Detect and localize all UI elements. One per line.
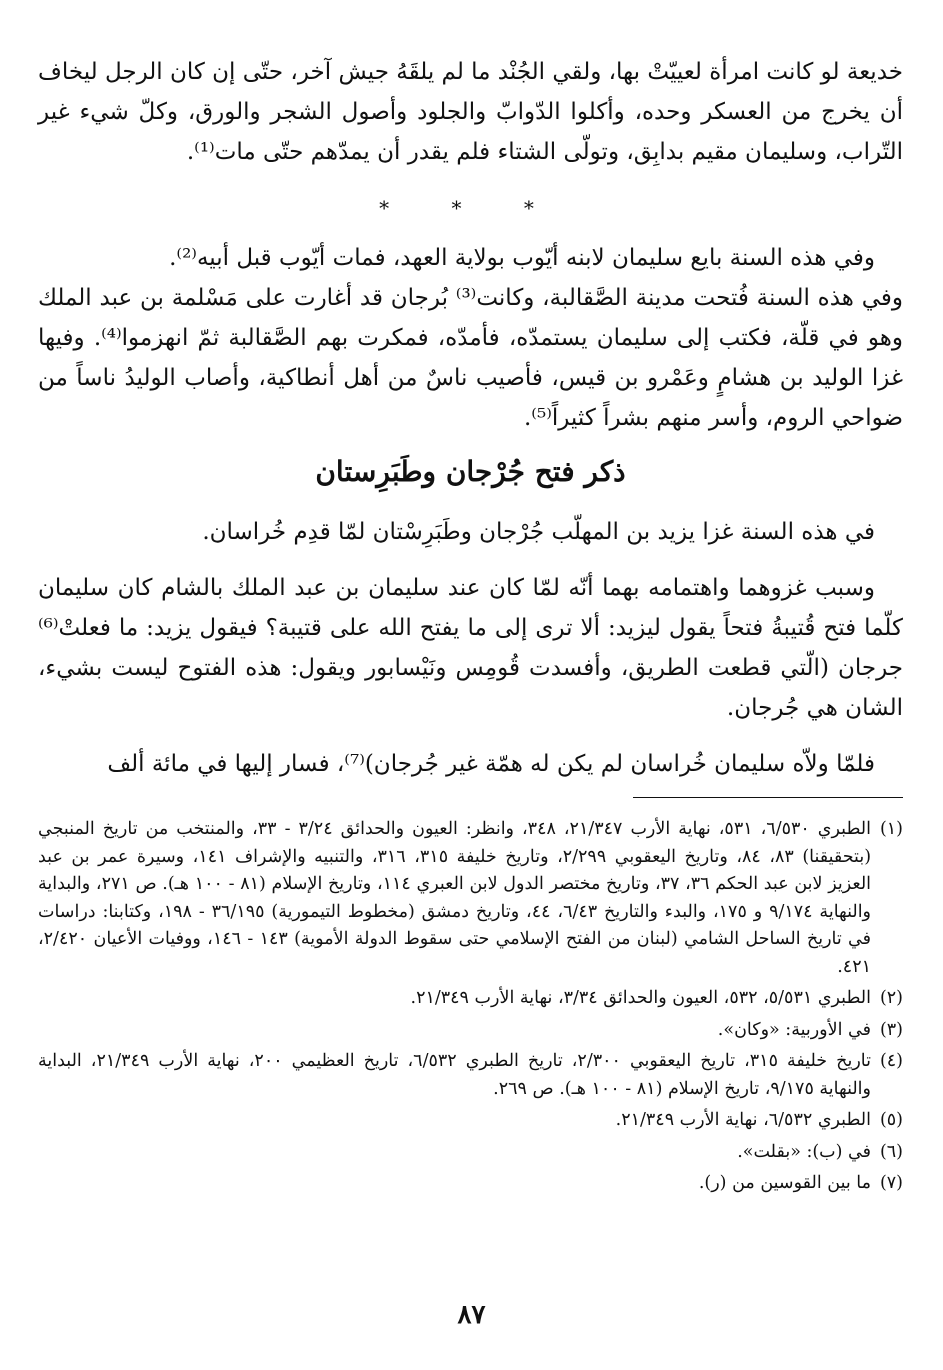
footnote: [38, 1048, 903, 1103]
paragraph-5: وسبب غزوهما واهتمامه بهما أنّه لمّا كان عند سليمان بن عبد الملك بالشام كان سليمان كلّما فتح قُتيبةُ فتحاً يقول ليزيد: ألا ترى إلى ما يفتح الله على قتيبة؟ فيقول يزيد: ما فعلتْ⁽⁶⁾ جرجان (الّتي قطعت الطريق، وأفسدت قُومِس ونَيْسابور ويقول: هذه الفتوح ليست بشيء، الشان هي جُرجان.: [38, 575, 903, 721]
page-number: ٨٧: [457, 1300, 486, 1330]
footnote-text: الطبري ٥/٥٣١، ٥٣٢، العيون والحدائق ٣/٣٤، نهاية الأرب ٢١/٣٤٩.: [410, 988, 871, 1008]
footnote-text: الطبري ٦/٥٣٢، نهاية الأرب ٢١/٣٤٩.: [615, 1110, 871, 1130]
footnote-number: (٦): [879, 1141, 903, 1162]
footnote-text: في الأوربية: «وكان».: [717, 1019, 871, 1040]
main-text: [38, 52, 903, 784]
paragraph-4: في هذه السنة غزا يزيد بن المهلّب جُرْجان وطَبَرِسْتان لمّا قدِم خُراسان.: [202, 519, 875, 545]
footnote-number: (٤): [879, 1051, 903, 1071]
footnote-number: (٧): [879, 1173, 903, 1193]
footnote: [38, 816, 903, 981]
footnote: [38, 1139, 903, 1167]
footnote: [38, 1107, 903, 1135]
footnote-number: (٣): [879, 1019, 903, 1040]
footnote-number: (٢): [879, 988, 903, 1008]
footnote: [38, 985, 903, 1013]
footnote: [38, 1017, 903, 1045]
footnote-text: في (ب): «بقلت».: [737, 1141, 871, 1162]
footnote: [38, 1170, 903, 1198]
footnote-number: (١): [879, 819, 903, 839]
footnote-text: تاريخ خليفة ٣١٥، تاريخ اليعقوبي ٢/٣٠٠، تاريخ الطبري ٦/٥٣٢، تاريخ العظيمي ٢٠٠، نهاية الأرب ٢١/٣٤٩، البداية والنهاية ٩/١٧٥، تاريخ الإسلام (٨١ - ١٠٠ هـ). ص ٢٦٩.: [38, 1051, 871, 1099]
paragraph-2: وفي هذه السنة بايع سليمان لابنه أيّوب بولاية العهد، فمات أيّوب قبل أبيه⁽²⁾.: [169, 245, 875, 271]
footnote-number: (٥): [879, 1110, 903, 1130]
section-heading: ذكر فتح جُرْجان وطَبَرِستان: [315, 455, 626, 488]
paragraph-6: فلمّا ولاّه سليمان خُراسان لم يكن له همّة غير جُرجان)⁽⁷⁾، فسار إليها في مائة ألف: [107, 751, 875, 777]
paragraph-1: خديعة لو كانت امرأة لعييّتْ بها، ولقي الجُنْد ما لم يلقَهُ جيش آخر، حتّى إن كان الرجل ليخاف أن يخرج من العسكر وحده، وأكلوا الدّوابّ والجلود وأصول الشجر والورق، وكلّ شيء غير التّراب، وسليمان مقيم بدابِق، وتولّى الشتاء فلم يقدر أن يمدّهم حتّى مات⁽¹⁾.: [38, 59, 903, 165]
paragraph-3: وفي هذه السنة فُتحت مدينة الصَّقالبة، وكانت⁽³⁾ بُرجان قد أغارت على مَسْلمة بن عبد الملك وهو في قلّة، فكتب إلى سليمان يستمدّه، فأمدّه، فمكرت بهم الصَّقالبة ثمّ انهزموا⁽⁴⁾. وفيها غزا الوليد بن هشامٍ وعَمْرو بن قيس، فأصيب ناسٌ من أهل أنطاكية، وأصاب الوليدُ ناساً من ضواحي الروم، وأسر منهم بشراً كثيراً⁽⁵⁾.: [38, 285, 903, 431]
footnote-text: ما بين القوسين من (ر).: [698, 1173, 871, 1193]
footnote-text: الطبري ٦/٥٣٠، ٥٣١، نهاية الأرب ٢١/٣٤٧، ٣٤٨، وانظر: العيون والحدائق ٣/٢٤ - ٣٣، والمنتخب من تاريخ المنبجي (بتحقيقنا) ٨٣، ٨٤، وتاريخ اليعقوبي ٢/٢٩٩، وتاريخ خليفة ٣١٥، ٣١٦، والتنبيه والإشراف ١٤١، وسيرة عمر بن عبد العزيز لابن عبد الحكم ٣٦، ٣٧، وتاريخ مختصر الدول لابن العبري ١١٤، وتاريخ الإسلام (٨١ - ١٠٠ هـ). ص ٢٧١، والبداية والنهاية ٩/١٧٤ و ١٧٥، والبدء والتاريخ ٦/٤٣، ٤٤، وتاريخ دمشق (مخطوط التيمورية) ٣٦/١٩٥ - ١٩٨، وكتابنا: دراسات في تاريخ الساحل الشامي (لبنان من الفتح الإسلامي حتى سقوط الدولة الأموية) ١٤٣ - ١٤٦، ووفيات الأعيان ٢/٤٢٠، ٤٢١.: [38, 819, 872, 977]
section-separator: * * *: [379, 196, 562, 220]
footnotes: [38, 816, 903, 1202]
footnote-divider: [633, 797, 903, 798]
